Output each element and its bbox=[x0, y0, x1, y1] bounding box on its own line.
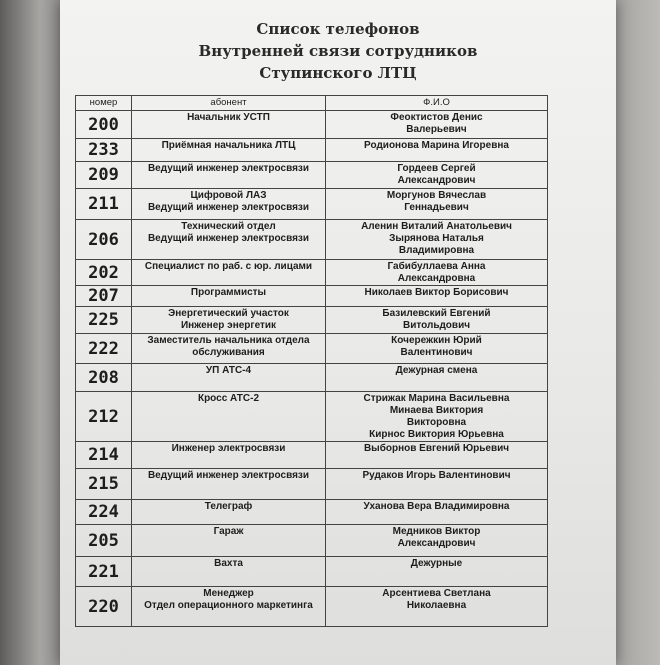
person-name-cell: Стрижак Марина Васильевна Минаева Виктория Викторовна Кирнос Виктория Юрьевна bbox=[326, 392, 548, 442]
table-row bbox=[76, 364, 548, 392]
person-name-cell: Медников Виктор Александрович bbox=[326, 525, 548, 557]
table-row bbox=[76, 220, 548, 260]
table-row bbox=[76, 442, 548, 469]
title-line-1: Список телефонов bbox=[256, 20, 420, 38]
table-row bbox=[76, 557, 548, 587]
subscriber-cell: Гараж bbox=[132, 525, 326, 557]
phone-number: 208 bbox=[76, 364, 132, 392]
subscriber-cell: Специалист по раб. с юр. лицами bbox=[132, 260, 326, 286]
table-header-row bbox=[76, 96, 548, 111]
title-line-2: Внутренней связи сотрудников bbox=[198, 42, 478, 60]
phone-number: 214 bbox=[76, 442, 132, 469]
person-name-cell: Уханова Вера Владимировна bbox=[326, 500, 548, 525]
subscriber-cell: УП АТС-4 bbox=[132, 364, 326, 392]
table-row bbox=[76, 307, 548, 334]
subscriber-cell: Ведущий инженер электросвязи bbox=[132, 469, 326, 500]
person-name-cell: Рудаков Игорь Валентинович bbox=[326, 469, 548, 500]
person-name-cell: Гордеев Сергей Александрович bbox=[326, 162, 548, 189]
person-name-cell: Арсентиева Светлана Николаевна bbox=[326, 587, 548, 627]
person-name-cell: Моргунов Вячеслав Геннадьевич bbox=[326, 189, 548, 220]
subscriber-cell: Телеграф bbox=[132, 500, 326, 525]
subscriber-cell: Ведущий инженер электросвязи bbox=[132, 162, 326, 189]
subscriber-cell: Приёмная начальника ЛТЦ bbox=[132, 139, 326, 162]
phone-number: 206 bbox=[76, 220, 132, 260]
subscriber-cell: Цифровой ЛАЗ Ведущий инженер электросвязи bbox=[132, 189, 326, 220]
person-name-cell: Дежурная смена bbox=[326, 364, 548, 392]
title-line-3: Ступинского ЛТЦ bbox=[259, 64, 417, 82]
table-row bbox=[76, 500, 548, 525]
subscriber-cell: Инженер электросвязи bbox=[132, 442, 326, 469]
phone-number: 225 bbox=[76, 307, 132, 334]
person-name-cell: Феоктистов Денис Валерьевич bbox=[326, 111, 548, 139]
person-name-cell: Дежурные bbox=[326, 557, 548, 587]
table-row bbox=[76, 111, 548, 139]
phone-number: 202 bbox=[76, 260, 132, 286]
phone-number: 222 bbox=[76, 334, 132, 364]
phone-number: 224 bbox=[76, 500, 132, 525]
person-name-cell: Габибуллаева Анна Александровна bbox=[326, 260, 548, 286]
table-row bbox=[76, 189, 548, 220]
header-name: Ф.И.О bbox=[326, 96, 548, 111]
subscriber-cell: Начальник УСТП bbox=[132, 111, 326, 139]
person-name-cell: Базилевский Евгений Витольдович bbox=[326, 307, 548, 334]
subscriber-cell: Кросс АТС-2 bbox=[132, 392, 326, 442]
phone-number: 220 bbox=[76, 587, 132, 627]
subscriber-cell: Программисты bbox=[132, 286, 326, 307]
person-name-cell: Кочережкин Юрий Валентинович bbox=[326, 334, 548, 364]
phone-number: 221 bbox=[76, 557, 132, 587]
table-row bbox=[76, 162, 548, 189]
phone-number: 215 bbox=[76, 469, 132, 500]
phone-number: 209 bbox=[76, 162, 132, 189]
table-row bbox=[76, 469, 548, 500]
subscriber-cell: Вахта bbox=[132, 557, 326, 587]
table-row bbox=[76, 587, 548, 627]
subscriber-cell: Энергетический участок Инженер энергетик bbox=[132, 307, 326, 334]
table-row bbox=[76, 525, 548, 557]
person-name-cell: Выборнов Евгений Юрьевич bbox=[326, 442, 548, 469]
table-row bbox=[76, 286, 548, 307]
phone-table bbox=[75, 95, 548, 627]
subscriber-cell: Заместитель начальника отдела обслуживания bbox=[132, 334, 326, 364]
phone-number: 233 bbox=[76, 139, 132, 162]
phone-number: 200 bbox=[76, 111, 132, 139]
subscriber-cell: Технический отдел Ведущий инженер электросвязи bbox=[132, 220, 326, 260]
phone-number: 207 bbox=[76, 286, 132, 307]
person-name-cell: Николаев Виктор Борисович bbox=[326, 286, 548, 307]
phone-number: 211 bbox=[76, 189, 132, 220]
subscriber-cell: Менеджер Отдел операционного маркетинга bbox=[132, 587, 326, 627]
phone-number: 205 bbox=[76, 525, 132, 557]
table-row bbox=[76, 334, 548, 364]
table-row bbox=[76, 260, 548, 286]
person-name-cell: Родионова Марина Игоревна bbox=[326, 139, 548, 162]
document-title bbox=[60, 18, 616, 84]
header-subscriber: абонент bbox=[132, 96, 326, 111]
table-row bbox=[76, 139, 548, 162]
person-name-cell: Аленин Виталий Анатольевич Зырянова Наталья Владимировна bbox=[326, 220, 548, 260]
header-number: номер bbox=[76, 96, 132, 111]
table-row bbox=[76, 392, 548, 442]
phone-number: 212 bbox=[76, 392, 132, 442]
